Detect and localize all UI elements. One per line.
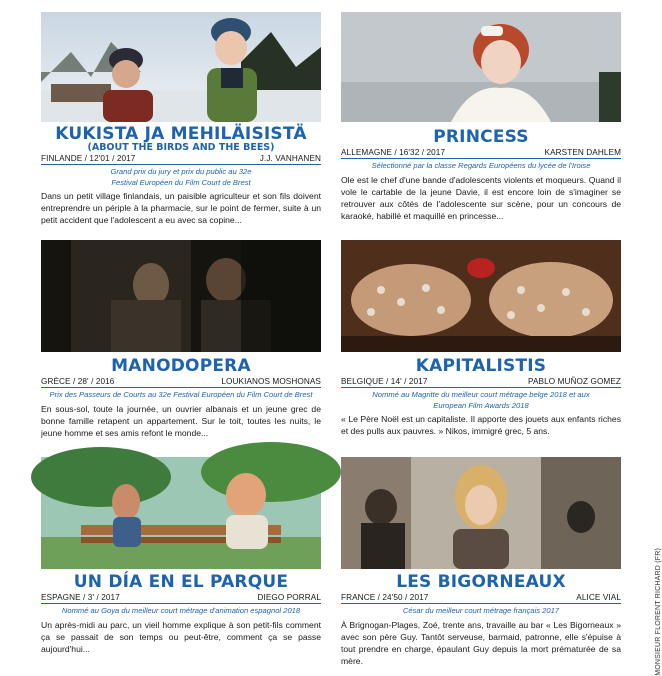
film-director: PABLO MUÑOZ GOMEZ xyxy=(528,377,621,386)
film-still-princess xyxy=(341,12,621,122)
film-country-duration-year: ESPAGNE / 3' / 2017 xyxy=(41,593,120,602)
film-director: KARSTEN DAHLEM xyxy=(544,148,621,157)
film-subtitle: (ABOUT THE BIRDS AND THE BEES) xyxy=(87,142,275,153)
film-still-kukista xyxy=(41,12,321,122)
film-title: KAPITALISTIS xyxy=(415,356,547,376)
film-award: César du meilleur court métrage français 2017 xyxy=(402,606,560,615)
film-card-un-dia-en-el-parque xyxy=(41,457,321,655)
film-meta xyxy=(41,154,321,165)
film-award: Prix des Passeurs de Courts au 32e Festival Européen du Film Court de Brest xyxy=(49,390,313,399)
film-director: LOUKIANOS MOSHONAS xyxy=(221,377,321,386)
film-title: MANODOPERA xyxy=(111,356,251,376)
film-synopsis: En sous-sol, toute la journée, un ouvrier albanais et un jeune grec de bonne famille retapent un appartement. Sur le toit, toutes les nuits, le jeune homme et ses amis refont le monde... xyxy=(41,403,321,438)
film-card-les-bigorneaux xyxy=(341,457,621,667)
film-award: Nommé au Goya du meilleur court métrage d'animation espagnol 2018 xyxy=(61,606,301,615)
film-meta xyxy=(341,593,621,604)
film-country-duration-year: GRÈCE / 28' / 2016 xyxy=(41,377,115,386)
film-meta xyxy=(341,377,621,388)
film-still-kapitalistis xyxy=(341,240,621,352)
film-synopsis: Ole est le chef d'une bande d'adolescents violents et moqueurs. Quand il vole le cartable de la jeune Davie, il est encore loin de s'imaginer se retrouver aux côtés de l'adolescente sur scène, pour un concours de karaoké, habillé et maquillé en princesse... xyxy=(341,174,621,222)
film-card-kapitalistis xyxy=(341,240,621,437)
film-director: J.J. VANHANEN xyxy=(259,154,321,163)
film-synopsis: À Brignogan-Plages, Zoé, trente ans, travaille au bar « Les Bigorneaux » avec son père Guy. Tantôt serveuse, barmaid, patronne, elle s'épuise à tout prendre en charge, épaulant Guy depuis la mort prématurée de sa mère. xyxy=(341,619,621,667)
photo-credit: MONSIEUR FLORENT RICHARD (FR) xyxy=(655,548,662,676)
film-country-duration-year: BELGIQUE / 14' / 2017 xyxy=(341,377,428,386)
film-still-un-dia-en-el-parque xyxy=(41,457,321,569)
film-meta xyxy=(41,377,321,388)
film-title: KUKISTA JA MEHILÄISISTÄ xyxy=(55,124,307,144)
film-title: UN DÍA EN EL PARQUE xyxy=(73,572,289,592)
film-card-manodopera xyxy=(41,240,321,439)
film-country-duration-year: ALLEMAGNE / 16'32 / 2017 xyxy=(341,148,446,157)
film-synopsis: Dans un petit village finlandais, un paisible agriculteur et son fils doivent entreprendre un périple à la pharmacie, sur le point de fermer, suite à un petit accident que l'adolescent a eu avec sa copine... xyxy=(41,191,321,226)
film-meta xyxy=(41,593,321,604)
film-synopsis: Un après-midi au parc, un vieil homme explique à son petit-fils comment ça se passait de son temps ou peut-être, comment ça se passe aujourd'hui... xyxy=(41,619,321,654)
film-title: LES BIGORNEAUX xyxy=(396,572,566,592)
film-card-kukista xyxy=(41,12,321,227)
film-award: Sélectionné par la classe Regards Européens du lycée de l'Iroise xyxy=(371,161,591,170)
film-director: DIEGO PORRAL xyxy=(257,593,321,602)
film-still-les-bigorneaux xyxy=(341,457,621,569)
film-meta xyxy=(341,148,621,159)
film-director: ALICE VIAL xyxy=(576,593,621,602)
film-still-manodopera xyxy=(41,240,321,352)
film-card-princess xyxy=(341,12,621,222)
film-title: PRINCESS xyxy=(433,127,529,147)
film-country-duration-year: FRANCE / 24'50 / 2017 xyxy=(341,593,429,602)
film-award: Grand prix du jury et prix du public au 32e Festival Européen du Film Court de Brest xyxy=(110,167,252,187)
film-award: Nommé au Magritte du meilleur court métrage belge 2018 et aux European Film Awards 2018 xyxy=(372,390,590,410)
film-country-duration-year: FINLANDE / 12'01 / 2017 xyxy=(41,154,136,163)
film-synopsis: « Le Père Noël est un capitaliste. Il apporte des jouets aux enfants riches et des pulls aux pauvres. » Nikos, immigré grec, 5 ans. xyxy=(341,414,621,437)
